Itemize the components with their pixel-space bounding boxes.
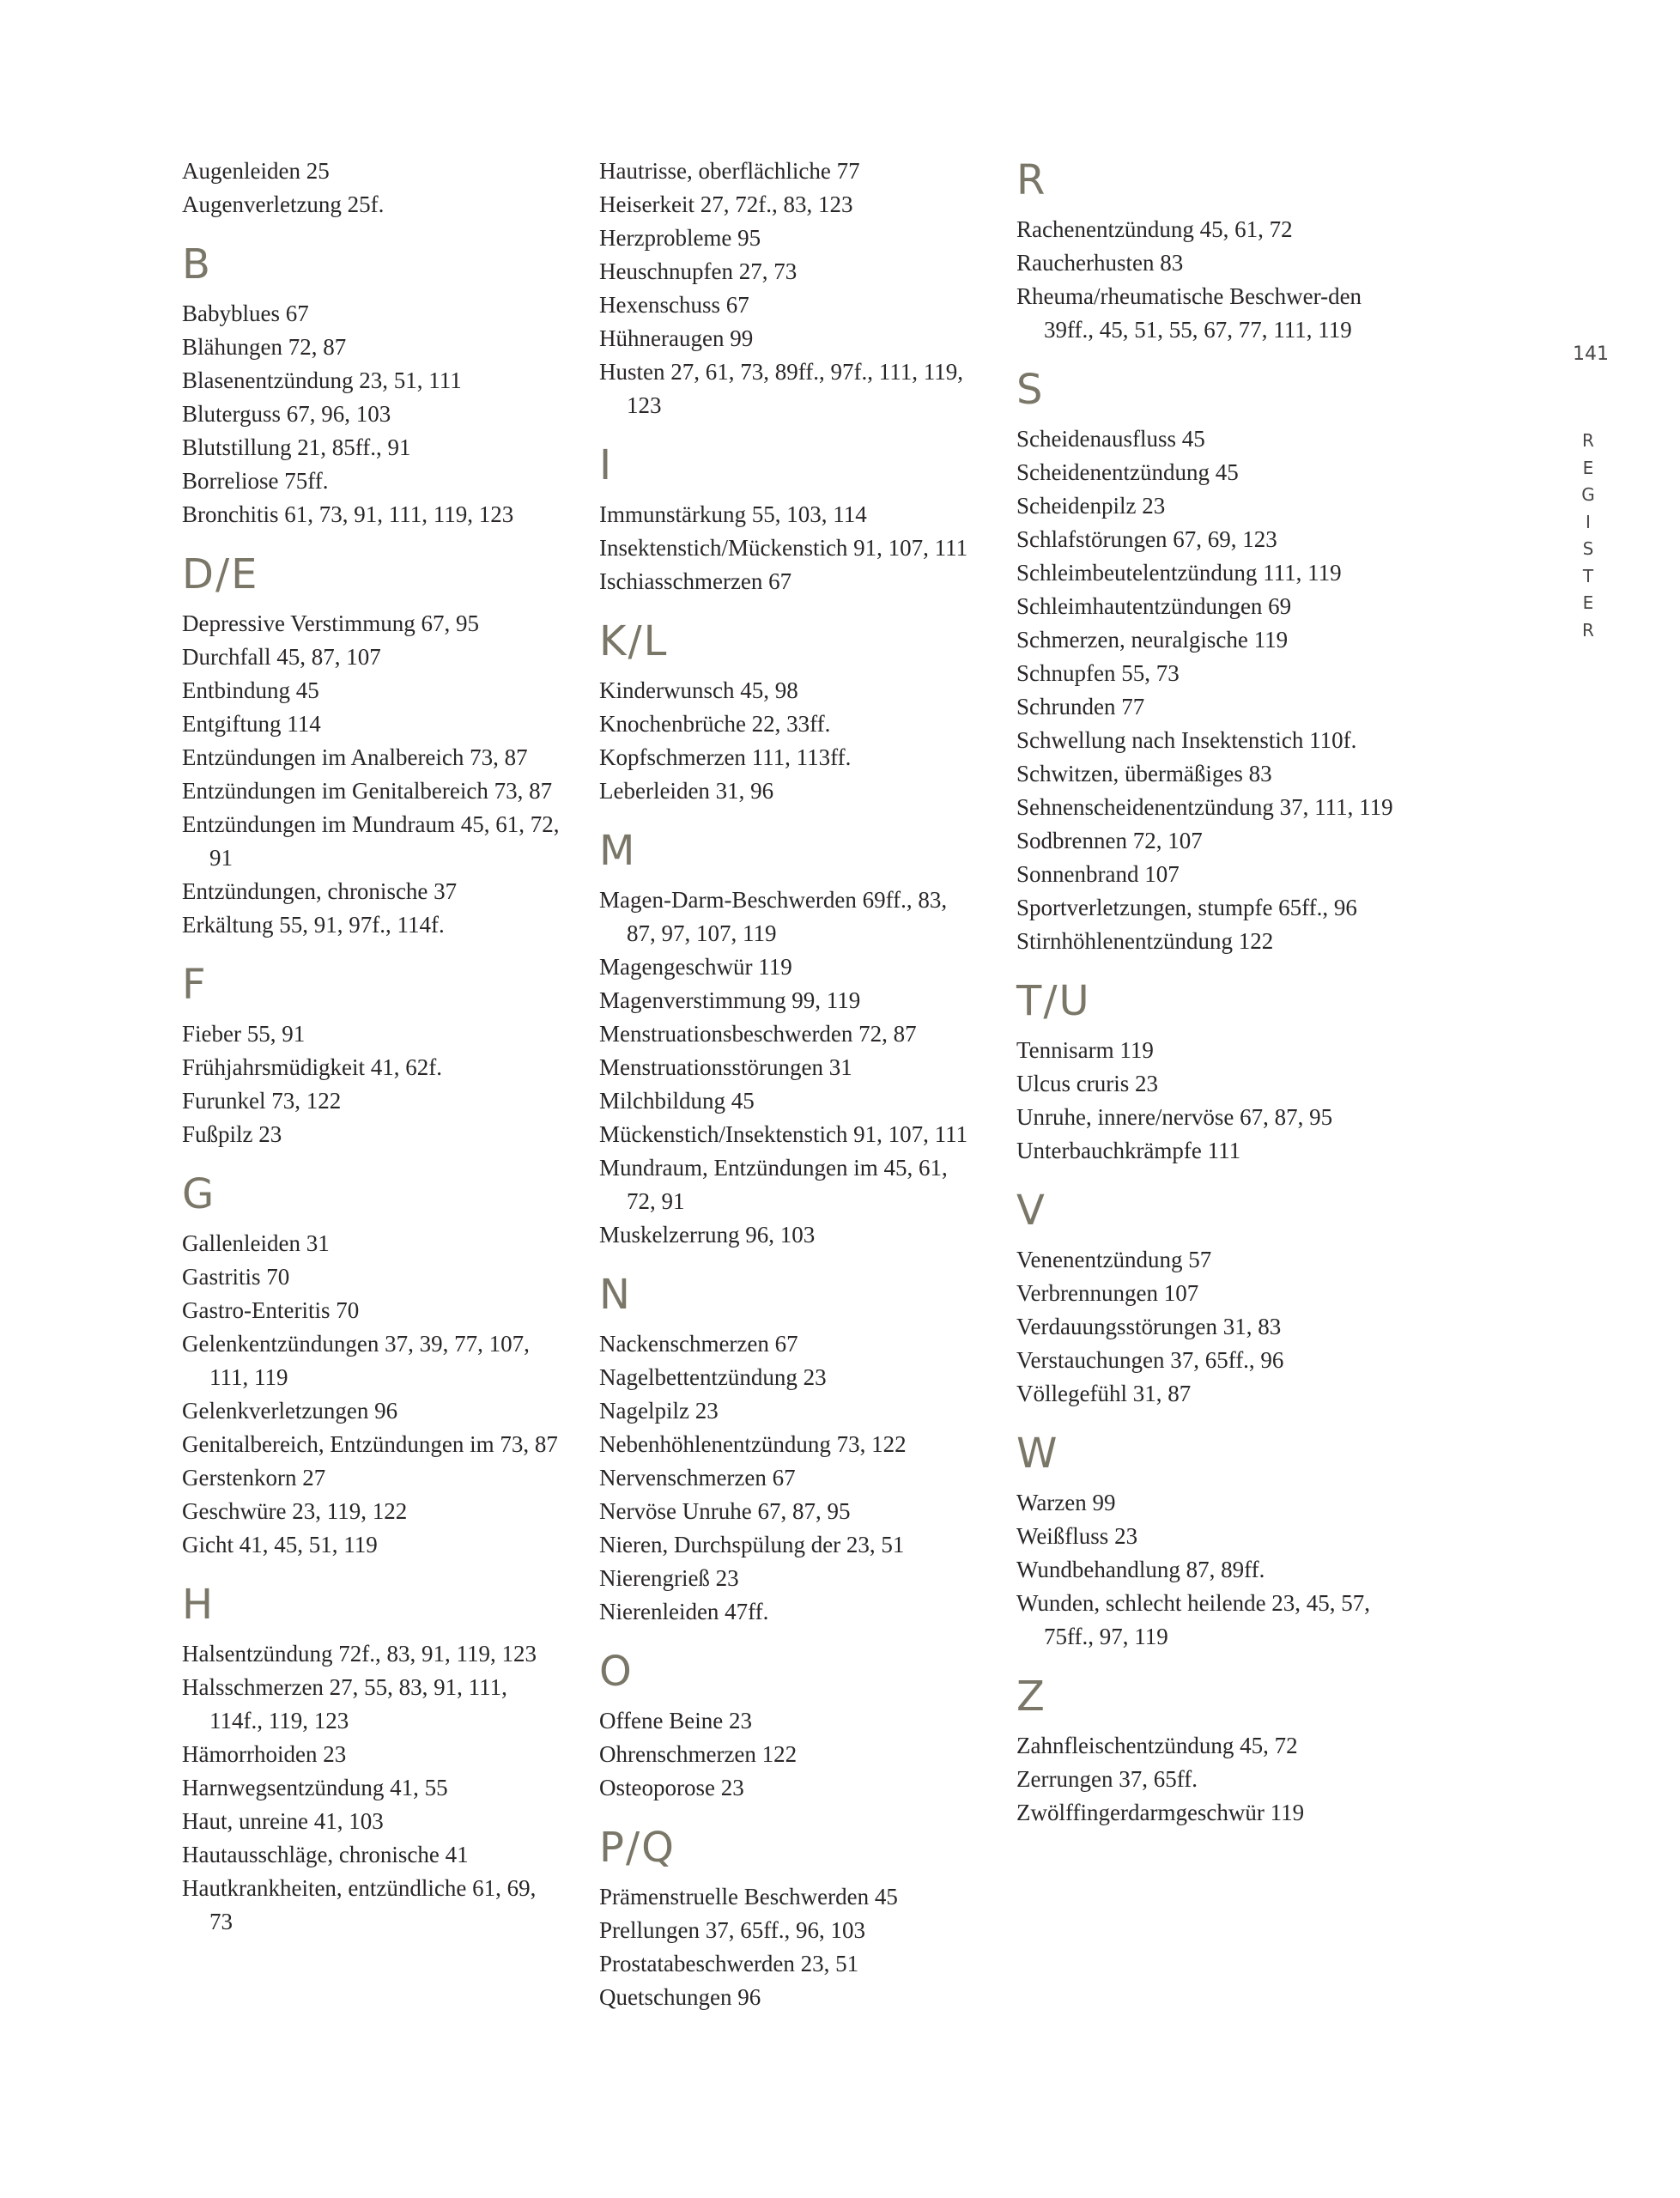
section-letter: Z bbox=[1016, 1673, 1046, 1721]
index-entries bbox=[599, 883, 977, 1252]
index-entries bbox=[1016, 1243, 1394, 1411]
index-entry: Osteoporose 23 bbox=[599, 1775, 744, 1800]
index-section bbox=[182, 239, 560, 531]
index-section bbox=[599, 155, 977, 422]
index-entry: Muskelzerrung 96, 103 bbox=[599, 1222, 816, 1248]
index-entry: Kopfschmerzen 111, 113ff. bbox=[599, 744, 852, 770]
index-entry: Heuschnupfen 27, 73 bbox=[599, 258, 798, 284]
index-entry: Augenverletzung 25f. bbox=[182, 191, 385, 217]
index-entries bbox=[1016, 1729, 1394, 1830]
side-label-letter: T bbox=[1582, 565, 1594, 586]
index-entry: Mückenstich/Insektenstich 91, 107, 111 bbox=[599, 1121, 968, 1147]
index-entry: Magengeschwür 119 bbox=[599, 954, 792, 980]
index-entry: Schwitzen, übermäßiges 83 bbox=[1016, 761, 1272, 786]
index-entry: Schwellung nach Insektenstich 110f. bbox=[1016, 727, 1357, 753]
index-entry: Furunkel 73, 122 bbox=[182, 1088, 342, 1114]
index-entry: Scheidenentzündung 45 bbox=[1016, 459, 1239, 485]
index-entries bbox=[599, 1327, 977, 1629]
index-entry: Weißfluss 23 bbox=[1016, 1523, 1138, 1549]
index-entry: Sonnenbrand 107 bbox=[1016, 861, 1180, 887]
index-entry: Halsschmerzen 27, 55, 83, 91, 111, 114f., 119, 123 bbox=[182, 1674, 507, 1734]
side-label-letter: S bbox=[1582, 538, 1594, 559]
index-entry: Schleimhautentzündungen 69 bbox=[1016, 593, 1292, 619]
index-entry: Tennisarm 119 bbox=[1016, 1037, 1154, 1063]
index-entry: Genitalbereich, Entzündungen im 73, 87 bbox=[182, 1431, 558, 1457]
section-letter: S bbox=[1016, 366, 1045, 414]
index-entry: Hautrisse, oberflächliche 77 bbox=[599, 158, 860, 184]
index-entry: Zahnfleischentzündung 45, 72 bbox=[1016, 1733, 1298, 1758]
index-section bbox=[182, 549, 560, 942]
section-letter: P/Q bbox=[599, 1824, 676, 1872]
index-entry: Schrunden 77 bbox=[1016, 694, 1145, 720]
index-entries bbox=[182, 607, 560, 942]
section-letter: I bbox=[599, 441, 614, 489]
index-entry: Schmerzen, neuralgische 119 bbox=[1016, 627, 1289, 653]
index-section bbox=[599, 1822, 977, 2014]
index-entry: Gicht 41, 45, 51, 119 bbox=[182, 1532, 378, 1557]
index-entry: Nagelbettentzündung 23 bbox=[599, 1364, 827, 1390]
index-entry: Hämorrhoiden 23 bbox=[182, 1741, 347, 1767]
index-entry: Bronchitis 61, 73, 91, 111, 119, 123 bbox=[182, 501, 514, 527]
index-entry: Geschwüre 23, 119, 122 bbox=[182, 1498, 408, 1524]
index-entry: Raucherhusten 83 bbox=[1016, 250, 1184, 276]
index-entries bbox=[599, 674, 977, 808]
index-entry: Depressive Verstimmung 67, 95 bbox=[182, 610, 479, 636]
index-section bbox=[1016, 975, 1394, 1168]
index-entry: Nieren, Durchspülung der 23, 51 bbox=[599, 1532, 905, 1557]
index-entry: Menstruationsstörungen 31 bbox=[599, 1054, 852, 1080]
index-entry: Harnwegsentzündung 41, 55 bbox=[182, 1775, 448, 1800]
index-entries bbox=[182, 1227, 560, 1562]
index-section bbox=[599, 616, 977, 808]
index-entry: Verstauchungen 37, 65ff., 96 bbox=[1016, 1347, 1284, 1373]
index-entry: Gerstenkorn 27 bbox=[182, 1465, 326, 1491]
index-entry: Offene Beine 23 bbox=[599, 1708, 752, 1734]
section-letter: D/E bbox=[182, 550, 259, 598]
section-letter: R bbox=[1016, 156, 1047, 204]
index-entry: Nervöse Unruhe 67, 87, 95 bbox=[599, 1498, 851, 1524]
section-letter: F bbox=[182, 961, 208, 1009]
index-entries bbox=[1016, 422, 1394, 958]
index-entry: Verdauungsstörungen 31, 83 bbox=[1016, 1314, 1282, 1339]
index-entry: Magenverstimmung 99, 119 bbox=[599, 987, 861, 1013]
index-entry: Ulcus cruris 23 bbox=[1016, 1071, 1158, 1096]
index-section bbox=[1016, 1185, 1394, 1411]
index-entry: Gelenkentzündungen 37, 39, 77, 107, 111, 119 bbox=[182, 1331, 530, 1390]
index-entry: Gastro-Enteritis 70 bbox=[182, 1297, 360, 1323]
index-entry: Blasenentzündung 23, 51, 111 bbox=[182, 367, 462, 393]
section-letter: K/L bbox=[599, 617, 669, 665]
index-entry: Milchbildung 45 bbox=[599, 1088, 755, 1114]
index-entry: Leberleiden 31, 96 bbox=[599, 778, 774, 804]
index-entry: Frühjahrsmüdigkeit 41, 62f. bbox=[182, 1054, 442, 1080]
index-section bbox=[599, 1269, 977, 1629]
index-entry: Haut, unreine 41, 103 bbox=[182, 1808, 384, 1834]
index-entry: Knochenbrüche 22, 33ff. bbox=[599, 711, 831, 737]
index-entry: Babyblues 67 bbox=[182, 301, 309, 326]
index-section bbox=[182, 959, 560, 1151]
section-letter: V bbox=[1016, 1187, 1046, 1235]
index-entry: Husten 27, 61, 73, 89ff., 97f., 111, 119, 123 bbox=[599, 359, 963, 418]
index-entry: Prostatabeschwerden 23, 51 bbox=[599, 1951, 859, 1976]
index-entry: Schnupfen 55, 73 bbox=[1016, 660, 1180, 686]
index-entries bbox=[182, 297, 560, 531]
index-column-3 bbox=[1016, 155, 1394, 1830]
index-entry: Heiserkeit 27, 72f., 83, 123 bbox=[599, 191, 853, 217]
section-letter: T/U bbox=[1016, 977, 1091, 1025]
index-entries bbox=[182, 1637, 560, 1939]
index-entry: Venenentzündung 57 bbox=[1016, 1247, 1212, 1272]
index-entry: Scheidenpilz 23 bbox=[1016, 493, 1166, 519]
index-entry: Entbindung 45 bbox=[182, 677, 319, 703]
index-column-2 bbox=[599, 155, 977, 2014]
index-entry: Ischiasschmerzen 67 bbox=[599, 568, 792, 594]
index-entries bbox=[599, 1704, 977, 1805]
index-entry: Prellungen 37, 65ff., 96, 103 bbox=[599, 1917, 865, 1943]
index-entry: Schleimbeutelentzündung 111, 119 bbox=[1016, 560, 1342, 586]
index-entry: Hautkrankheiten, entzündliche 61, 69, 73 bbox=[182, 1875, 537, 1934]
index-entries bbox=[1016, 1034, 1394, 1168]
index-entry: Erkältung 55, 91, 97f., 114f. bbox=[182, 912, 445, 938]
index-section bbox=[182, 1579, 560, 1939]
index-entry: Nebenhöhlenentzündung 73, 122 bbox=[599, 1431, 907, 1457]
index-entry: Gastritis 70 bbox=[182, 1264, 290, 1290]
index-section bbox=[1016, 1671, 1394, 1830]
index-entry: Hexenschuss 67 bbox=[599, 292, 749, 318]
index-entry: Verbrennungen 107 bbox=[1016, 1280, 1199, 1306]
index-entry: Kinderwunsch 45, 98 bbox=[599, 677, 798, 703]
index-entry: Unruhe, innere/nervöse 67, 87, 95 bbox=[1016, 1104, 1333, 1130]
side-label-register bbox=[1580, 428, 1597, 644]
index-entry: Nierengrieß 23 bbox=[599, 1565, 739, 1591]
index-entry: Rheuma/rheumatische Beschwer-den 39ff., 45, 51, 55, 67, 77, 111, 119 bbox=[1016, 283, 1362, 343]
index-entry: Augenleiden 25 bbox=[182, 158, 330, 184]
index-entry: Stirnhöhlenentzündung 122 bbox=[1016, 928, 1274, 954]
index-entry: Warzen 99 bbox=[1016, 1490, 1116, 1515]
index-section bbox=[182, 1169, 560, 1562]
page-number: 141 bbox=[1573, 343, 1609, 365]
section-letter: G bbox=[182, 1170, 216, 1218]
index-entry: Zerrungen 37, 65ff. bbox=[1016, 1766, 1198, 1792]
index-entries bbox=[599, 498, 977, 598]
index-entry: Entzündungen im Analbereich 73, 87 bbox=[182, 744, 528, 770]
index-entries bbox=[1016, 213, 1394, 347]
index-entries bbox=[182, 1017, 560, 1151]
index-entry: Nackenschmerzen 67 bbox=[599, 1331, 798, 1357]
index-column-1 bbox=[182, 155, 560, 1939]
index-entry: Sehnenscheidenentzündung 37, 111, 119 bbox=[1016, 794, 1393, 820]
index-entry: Gelenkverletzungen 96 bbox=[182, 1398, 398, 1424]
index-section bbox=[1016, 1428, 1394, 1654]
index-entry: Schlafstörungen 67, 69, 123 bbox=[1016, 526, 1277, 552]
index-entry: Wunden, schlecht heilende 23, 45, 57, 75ff., 97, 119 bbox=[1016, 1590, 1371, 1649]
index-section bbox=[182, 155, 560, 222]
index-entry: Entzündungen im Genitalbereich 73, 87 bbox=[182, 778, 553, 804]
index-entry: Magen-Darm-Beschwerden 69ff., 83, 87, 97, 107, 119 bbox=[599, 887, 948, 946]
index-section bbox=[1016, 155, 1394, 347]
index-entry: Halsentzündung 72f., 83, 91, 119, 123 bbox=[182, 1641, 537, 1667]
index-entry: Gallenleiden 31 bbox=[182, 1230, 330, 1256]
index-entry: Insektenstich/Mückenstich 91, 107, 111 bbox=[599, 535, 968, 561]
index-entry: Borreliose 75ff. bbox=[182, 468, 329, 494]
side-label-letter: E bbox=[1582, 592, 1594, 613]
index-section bbox=[599, 440, 977, 598]
index-entry: Mundraum, Entzündungen im 45, 61, 72, 91 bbox=[599, 1155, 948, 1214]
section-letter: M bbox=[599, 827, 637, 875]
index-entry: Entzündungen im Mundraum 45, 61, 72, 91 bbox=[182, 811, 560, 871]
index-entry: Zwölffingerdarmgeschwür 119 bbox=[1016, 1800, 1305, 1825]
side-label-letter: E bbox=[1582, 457, 1594, 478]
section-letter: B bbox=[182, 240, 212, 288]
index-entry: Blutstillung 21, 85ff., 91 bbox=[182, 434, 411, 460]
index-entry: Entgiftung 114 bbox=[182, 711, 321, 737]
section-letter: O bbox=[599, 1648, 634, 1696]
index-entries bbox=[599, 155, 977, 422]
index-entry: Unterbauchkrämpfe 111 bbox=[1016, 1138, 1241, 1163]
index-entry: Wundbehandlung 87, 89ff. bbox=[1016, 1557, 1265, 1582]
section-letter: H bbox=[182, 1581, 215, 1629]
index-entry: Bluterguss 67, 96, 103 bbox=[182, 401, 391, 427]
index-entry: Sportverletzungen, stumpfe 65ff., 96 bbox=[1016, 895, 1357, 920]
index-entry: Fußpilz 23 bbox=[182, 1121, 282, 1147]
section-letter: N bbox=[599, 1271, 632, 1319]
index-entry: Durchfall 45, 87, 107 bbox=[182, 644, 381, 670]
index-entry: Ohrenschmerzen 122 bbox=[599, 1741, 798, 1767]
index-entry: Nervenschmerzen 67 bbox=[599, 1465, 796, 1491]
index-entry: Sodbrennen 72, 107 bbox=[1016, 828, 1203, 853]
index-entry: Rachenentzündung 45, 61, 72 bbox=[1016, 216, 1293, 242]
index-section bbox=[1016, 364, 1394, 958]
side-label-letter: R bbox=[1582, 619, 1594, 641]
index-entry: Quetschungen 96 bbox=[599, 1984, 761, 2010]
side-label-letter: I bbox=[1586, 511, 1591, 532]
index-entry: Völlegefühl 31, 87 bbox=[1016, 1381, 1192, 1406]
index-entry: Entzündungen, chronische 37 bbox=[182, 878, 458, 904]
index-entry: Nagelpilz 23 bbox=[599, 1398, 719, 1424]
index-entry: Herzprobleme 95 bbox=[599, 225, 761, 251]
index-entry: Hühneraugen 99 bbox=[599, 325, 754, 351]
index-entry: Immunstärkung 55, 103, 114 bbox=[599, 501, 867, 527]
index-section bbox=[599, 1646, 977, 1805]
side-label-letter: G bbox=[1581, 484, 1595, 505]
index-entry: Fieber 55, 91 bbox=[182, 1021, 306, 1047]
index-entry: Menstruationsbeschwerden 72, 87 bbox=[599, 1021, 917, 1047]
section-letter: W bbox=[1016, 1430, 1059, 1478]
index-entries bbox=[182, 155, 560, 222]
index-entry: Nierenleiden 47ff. bbox=[599, 1599, 769, 1624]
index-entry: Prämenstruelle Beschwerden 45 bbox=[599, 1884, 898, 1910]
index-entry: Hautausschläge, chronische 41 bbox=[182, 1842, 469, 1867]
index-entry: Blähungen 72, 87 bbox=[182, 334, 347, 360]
index-entries bbox=[599, 1880, 977, 2014]
side-label-letter: R bbox=[1582, 430, 1594, 451]
index-entries bbox=[1016, 1486, 1394, 1654]
index-entry: Scheidenausfluss 45 bbox=[1016, 426, 1205, 452]
index-section bbox=[599, 825, 977, 1252]
